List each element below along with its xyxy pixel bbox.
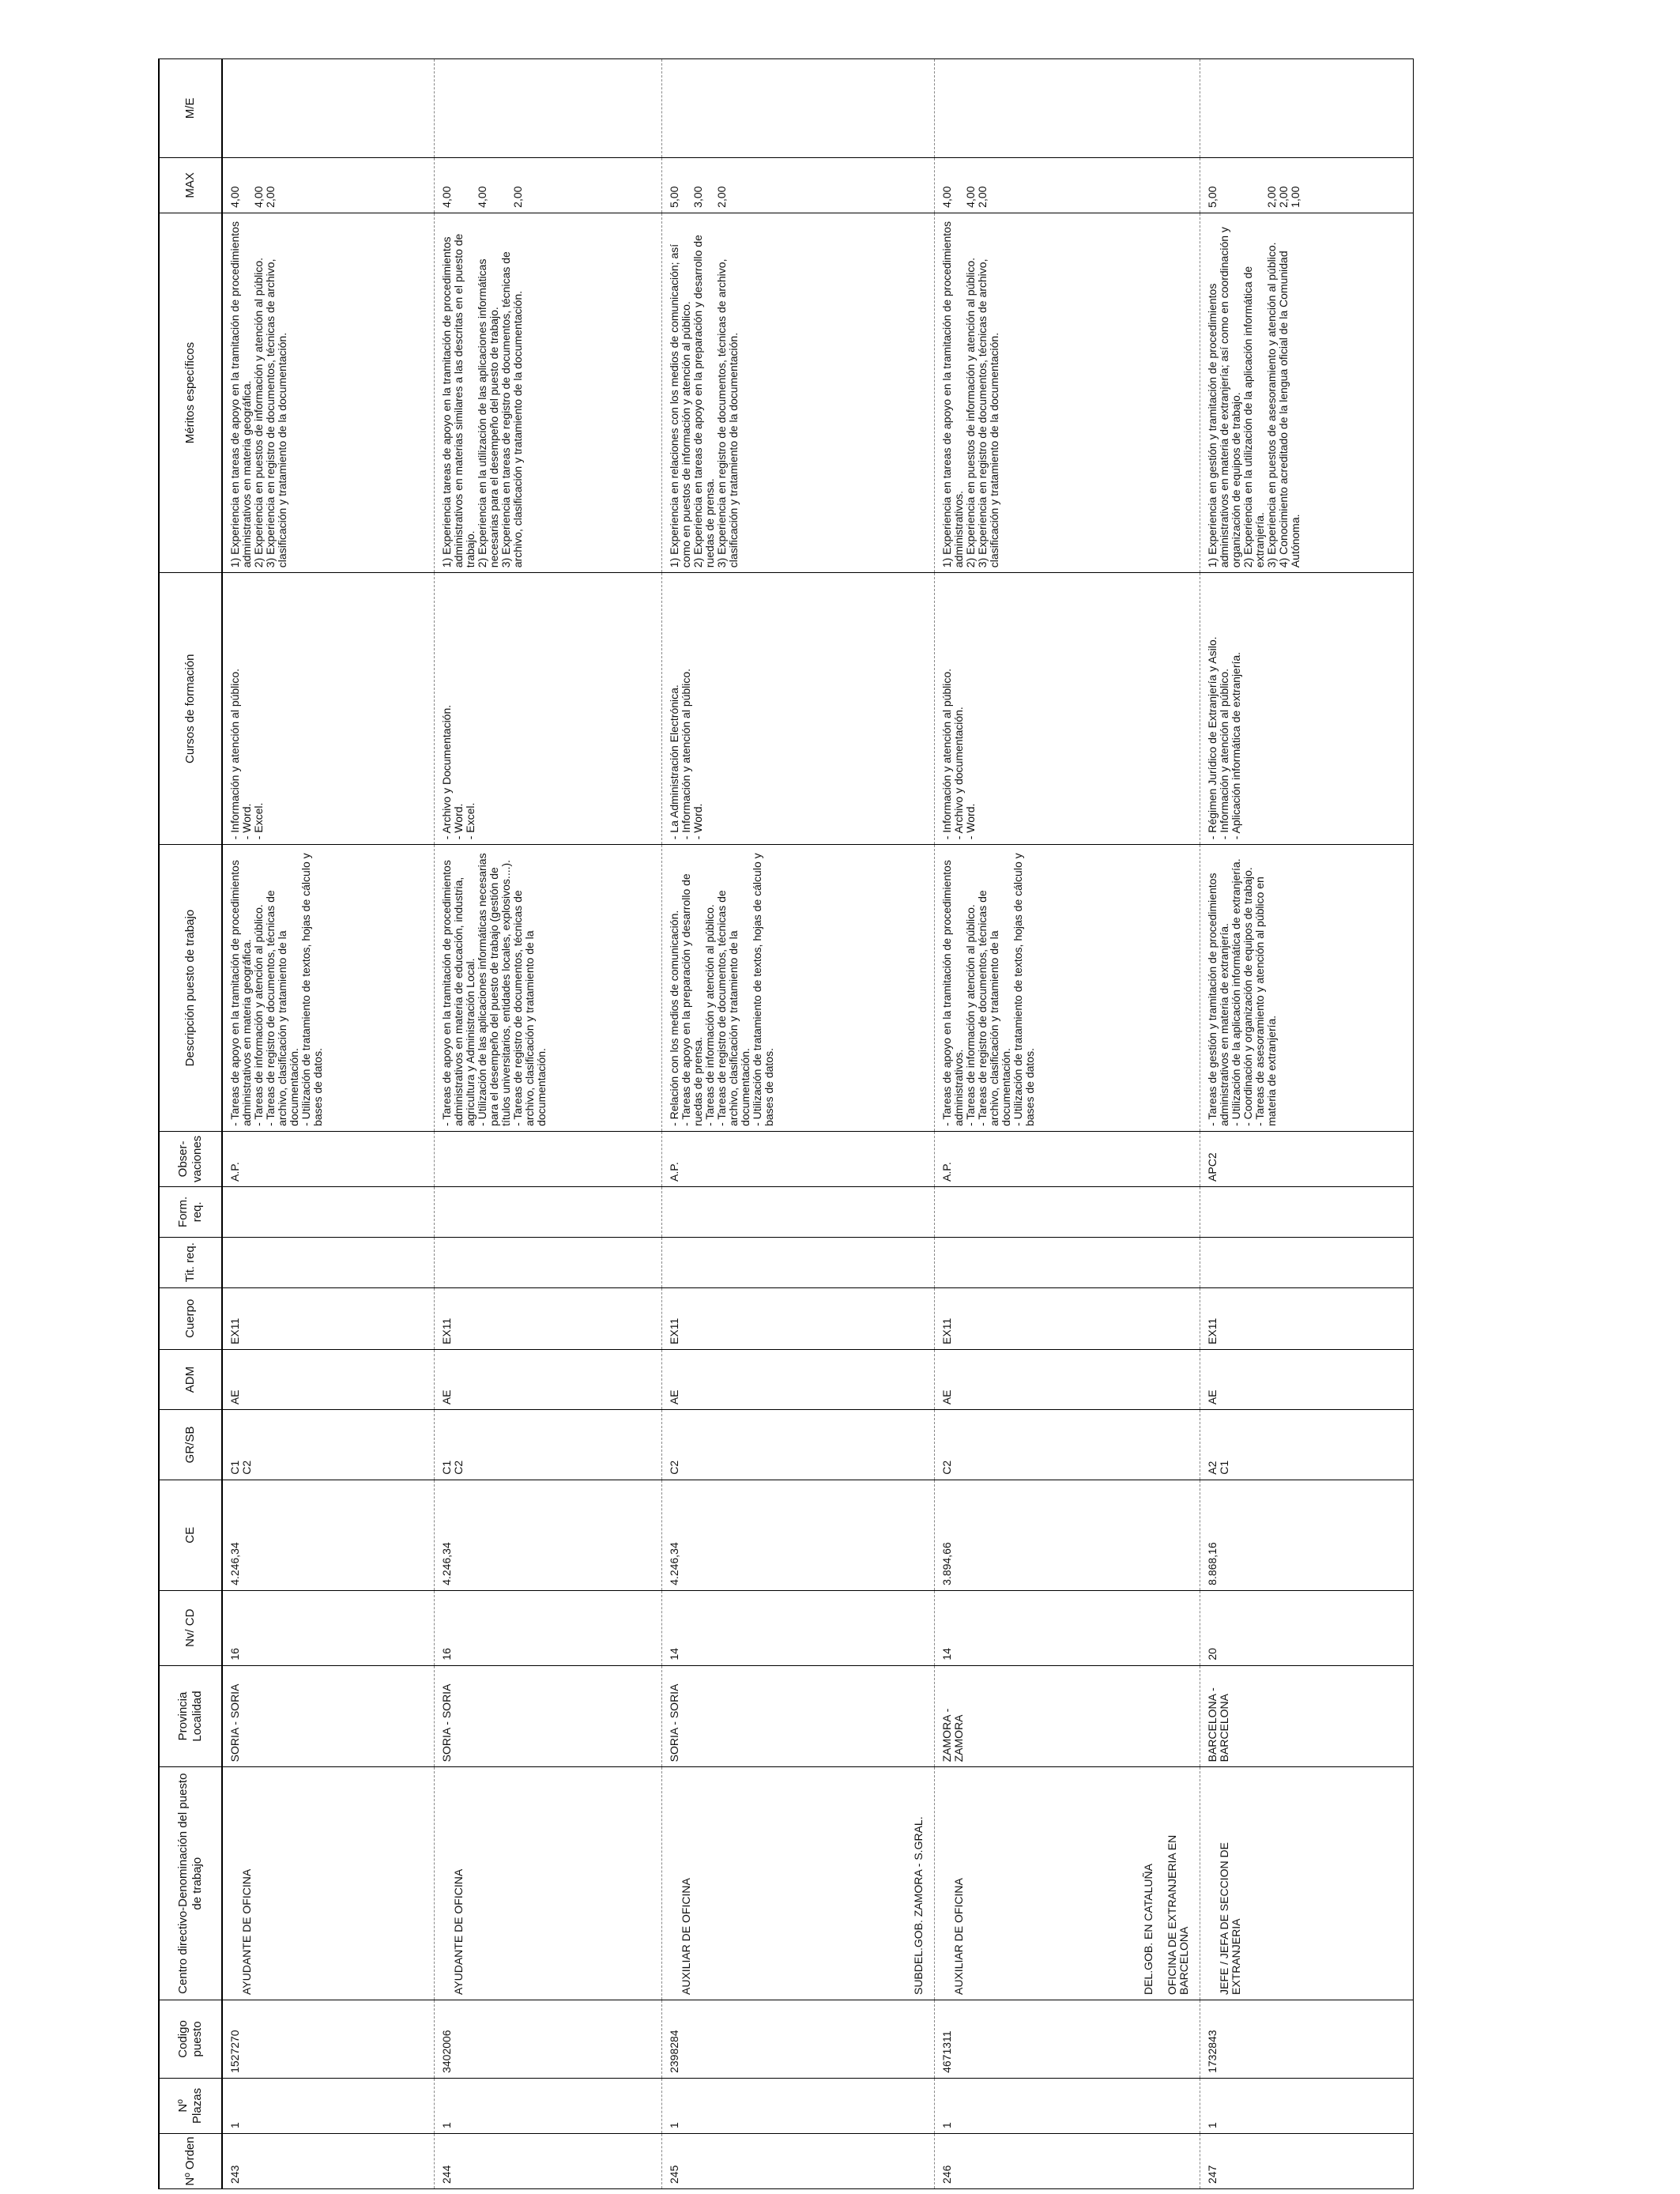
cell-cuerpo: EX11	[934, 1287, 1200, 1349]
cell-formacion	[1200, 1186, 1413, 1237]
job-positions-table	[158, 58, 1414, 2189]
table-row	[1200, 59, 1413, 2189]
cell-grupo: C1 C2	[222, 1410, 434, 1480]
cell-formacion	[222, 1186, 434, 1237]
header-orden: Nº Orden	[159, 2133, 222, 2188]
cell-meritos: 1) Experiencia en relaciones con los medios de comunicación; así como en puestos de información y atención al público. 2) Experiencia en tareas de apoyo en la preparación y desarrollo de ruedas de prensa. 3) Experiencia en registro de documentos, técnicas de archivo, clasificación y tratamiento de la documentación.	[661, 213, 934, 572]
cell-nivel: 14	[934, 1590, 1200, 1665]
cell-denominacion: AUXILIAR DE OFICINA	[951, 1878, 965, 1996]
cell-titulacion	[661, 1237, 934, 1287]
cell-cursos: - Archivo y Documentación. - Word. - Excel.	[434, 573, 661, 845]
header-row	[159, 59, 222, 2189]
cell-max: 5,00 3,00 2,00	[661, 157, 934, 213]
cell-grupo: C2	[661, 1410, 934, 1480]
table-row	[934, 59, 1200, 2189]
cell-me	[434, 59, 661, 158]
cell-orden: 245	[661, 2133, 934, 2188]
cell-provincia: ZAMORA - ZAMORA	[934, 1665, 1200, 1767]
header-me: M/E	[159, 59, 222, 158]
cell-cuerpo: EX11	[1200, 1287, 1413, 1349]
header-ce: CE	[159, 1480, 222, 1590]
header-adm: ADM	[159, 1349, 222, 1409]
cell-adm: AE	[934, 1349, 1200, 1409]
cell-adm: AE	[434, 1349, 661, 1409]
cell-formacion	[934, 1186, 1200, 1237]
cell-observaciones	[434, 1131, 661, 1186]
header-cuerpo: Cuerpo	[159, 1287, 222, 1349]
cell-denominacion: AUXILIAR DE OFICINA	[679, 1878, 692, 1996]
cell-nivel: 20	[1200, 1590, 1413, 1665]
cell-grupo: C2	[934, 1410, 1200, 1480]
cell-observaciones: A.P.	[222, 1131, 434, 1186]
cell-plazas: 1	[934, 2078, 1200, 2133]
cell-plazas: 1	[434, 2078, 661, 2133]
cell-formacion	[661, 1186, 934, 1237]
cell-provincia: SORIA - SORIA	[661, 1665, 934, 1767]
cell-meritos: 1) Experiencia en gestión y tramitación de procedimientos administrativos en materia de extranjería; así como en coordinación y organización de equipos de trabajo. 2) Experiencia en la utilización de la aplicación informática de extranjería. 3) Experiencia en puestos de asesoramiento y atención al público. 4) Conocimiento acreditado de la lengua oficial de la Comunidad Autónoma.	[1200, 213, 1413, 572]
cell-centro	[661, 1767, 934, 2000]
header-centro: Centro directivo-Denominación del puesto de trabajo	[159, 1767, 222, 2000]
cell-formacion	[434, 1186, 661, 1237]
cell-descripcion: - Tareas de apoyo en la tramitación de procedimientos administrativos en materia de educación, industria, agricultura y Administración Local. - Utilización de las aplicaciones informáticas necesarias para el desempeño del puesto de trabajo (gestión de títulos universitarios, entidades locales, explosivos....). - Tareas de registro de documentos, técnicas de archivo, clasificación y tratamiento de la documentación.	[434, 845, 661, 1132]
cell-meritos: 1) Experiencia en tareas de apoyo en la tramitación de procedimientos administrativos. 2) Experiencia en puestos de información y atención al público. 3) Experiencia en registro de documentos, técnicas de archivo, clasificación y tratamiento de la documentación.	[934, 213, 1200, 572]
cell-centro-directivo: SUBDEL.GOB. ZAMORA - S.GRAL.	[911, 1816, 925, 1996]
cell-centro	[1200, 1767, 1413, 2000]
cell-denominacion: AYUDANTE DE OFICINA	[240, 1868, 253, 1996]
table-row	[222, 59, 434, 2189]
cell-titulacion	[934, 1237, 1200, 1287]
cell-meritos: 1) Experiencia en tareas de apoyo en la tramitación de procedimientos administrativos en materia geográfica. 2) Experiencia en puestos de información y atención al público. 3) Experiencia en registro de documentos, técnicas de archivo, clasificación y tratamiento de la documentación.	[222, 213, 434, 572]
cell-denominacion: AYUDANTE DE OFICINA	[451, 1868, 465, 1996]
cell-max: 4,00 4,00 2,00	[222, 157, 434, 213]
cell-denominacion: JEFE / JEFA DE SECCION DE EXTRANJERIA	[1217, 1842, 1242, 1996]
cell-centro	[222, 1767, 434, 2000]
cell-observaciones: A.P.	[661, 1131, 934, 1186]
table-row	[434, 59, 661, 2189]
cell-codigo: 3402006	[434, 2000, 661, 2079]
header-descripcion: Descripción puesto de trabajo	[159, 845, 222, 1132]
cell-ce: 8.868,16	[1200, 1480, 1413, 1590]
cell-adm: AE	[661, 1349, 934, 1409]
cell-codigo: 1732843	[1200, 2000, 1413, 2079]
cell-me	[661, 59, 934, 158]
cell-max: 4,00 4,00 2,00	[434, 157, 661, 213]
cell-codigo: 4671311	[934, 2000, 1200, 2079]
cell-cuerpo: EX11	[661, 1287, 934, 1349]
header-observaciones: Obser-vaciones	[159, 1131, 222, 1186]
cell-titulacion	[1200, 1237, 1413, 1287]
cell-cursos: - Información y atención al público. - Word. - Excel.	[222, 573, 434, 845]
cell-titulacion	[434, 1237, 661, 1287]
cell-plazas: 1	[1200, 2078, 1413, 2133]
cell-provincia: SORIA - SORIA	[434, 1665, 661, 1767]
header-nivel: Nv/ CD	[159, 1590, 222, 1665]
cell-nivel: 16	[434, 1590, 661, 1665]
rotated-table-page	[158, 58, 1462, 2189]
cell-observaciones: APC2	[1200, 1131, 1413, 1186]
cell-ce: 4.246,34	[661, 1480, 934, 1590]
cell-orden: 246	[934, 2133, 1200, 2188]
cell-ce: 3.894,66	[934, 1480, 1200, 1590]
cell-titulacion	[222, 1237, 434, 1287]
header-codigo: Codigo puesto	[159, 2000, 222, 2079]
cell-grupo: A2 C1	[1200, 1410, 1413, 1480]
cell-orden: 243	[222, 2133, 434, 2188]
cell-me	[934, 59, 1200, 158]
cell-adm: AE	[1200, 1349, 1413, 1409]
cell-codigo: 2398284	[661, 2000, 934, 2079]
header-titulacion: Tit. req.	[159, 1237, 222, 1287]
header-cursos: Cursos de formación	[159, 573, 222, 845]
cell-grupo: C1 C2	[434, 1410, 661, 1480]
cell-max: 5,00 2,00 2,00 1,00	[1200, 157, 1413, 213]
cell-ce: 4.246,34	[434, 1480, 661, 1590]
cell-ce: 4.246,34	[222, 1480, 434, 1590]
cell-cuerpo: EX11	[434, 1287, 661, 1349]
cell-me	[222, 59, 434, 158]
cell-centro	[934, 1767, 1200, 2000]
cell-cursos: - Información y atención al público. - Archivo y documentación. - Word.	[934, 573, 1200, 845]
header-plazas: Nº Plazas	[159, 2078, 222, 2133]
cell-orden: 247	[1200, 2133, 1413, 2188]
cell-plazas: 1	[222, 2078, 434, 2133]
cell-adm: AE	[222, 1349, 434, 1409]
cell-descripcion: - Tareas de apoyo en la tramitación de procedimientos administrativos en materia geográfica. - Tareas de información y atención al público. - Tareas de registro de documentos, técnicas de archivo, clasificación y tratamiento de la documentación. - Utilización de tratamiento de textos, hojas de cálculo y bases de datos.	[222, 845, 434, 1132]
cell-orden: 244	[434, 2133, 661, 2188]
cell-me	[1200, 59, 1413, 158]
cell-descripcion: - Tareas de apoyo en la tramitación de procedimientos administrativos. - Tareas de información y atención al público. - Tareas de registro de documentos, técnicas de archivo, clasificación y tratamiento de la documentación. - Utilización de tratamiento de textos, hojas de cálculo y bases de datos.	[934, 845, 1200, 1132]
header-provincia: Provincia Localidad	[159, 1665, 222, 1767]
cell-provincia: BARCELONA - BARCELONA	[1200, 1665, 1413, 1767]
header-max: MAX	[159, 157, 222, 213]
table-row	[661, 59, 934, 2189]
cell-centro-directivo: DEL.GOB. EN CATALUÑA OFICINA DE EXTRANJERIA EN BARCELONA	[1141, 1834, 1190, 1996]
cell-codigo: 1527270	[222, 2000, 434, 2079]
cell-meritos: 1) Experiencia tareas de apoyo en la tramitación de procedimientos administrativos en materias similares a las descritas en el puesto de trabajo. 2) Experiencia en la utilización de las aplicaciones informáticas necesarias para el desempeño del puesto de trabajo. 3) Experiencia en tareas de registro de documentos, técnicas de archivo, clasificación y tratamiento de la documentación.	[434, 213, 661, 572]
header-meritos: Méritos específicos	[159, 213, 222, 572]
cell-max: 4,00 4,00 2,00	[934, 157, 1200, 213]
cell-cursos: - Régimen Jurídico de Extranjería y Asilo. - Información y atención al público. - Aplicación informática de extranjería.	[1200, 573, 1413, 845]
header-grupo: GR/SB	[159, 1410, 222, 1480]
header-formacion: Form. req.	[159, 1186, 222, 1237]
cell-centro	[434, 1767, 661, 2000]
cell-plazas: 1	[661, 2078, 934, 2133]
cell-nivel: 16	[222, 1590, 434, 1665]
cell-descripcion: - Relación con los medios de comunicación. - Tareas de apoyo en la preparación y desarrollo de ruedas de prensa. - Tareas de información y atención al público. - Tareas de registro de documentos, técnicas de archivo, clasificación y tratamiento de la documentación. - Utilización de tratamiento de textos, hojas de cálculo y bases de datos.	[661, 845, 934, 1132]
cell-observaciones: A.P.	[934, 1131, 1200, 1186]
cell-descripcion: - Tareas de gestión y tramitación de procedimientos administrativos en materia de extranjería. - Utilización de la aplicación informática de extranjería. - Coordinación y organización de equipos de trabajo. - Tareas de asesoramiento y atención al público en materia de extranjería.	[1200, 845, 1413, 1132]
cell-cuerpo: EX11	[222, 1287, 434, 1349]
cell-provincia: SORIA - SORIA	[222, 1665, 434, 1767]
cell-nivel: 14	[661, 1590, 934, 1665]
cell-cursos: - La Administración Electrónica. - Información y atención al público. - Word.	[661, 573, 934, 845]
